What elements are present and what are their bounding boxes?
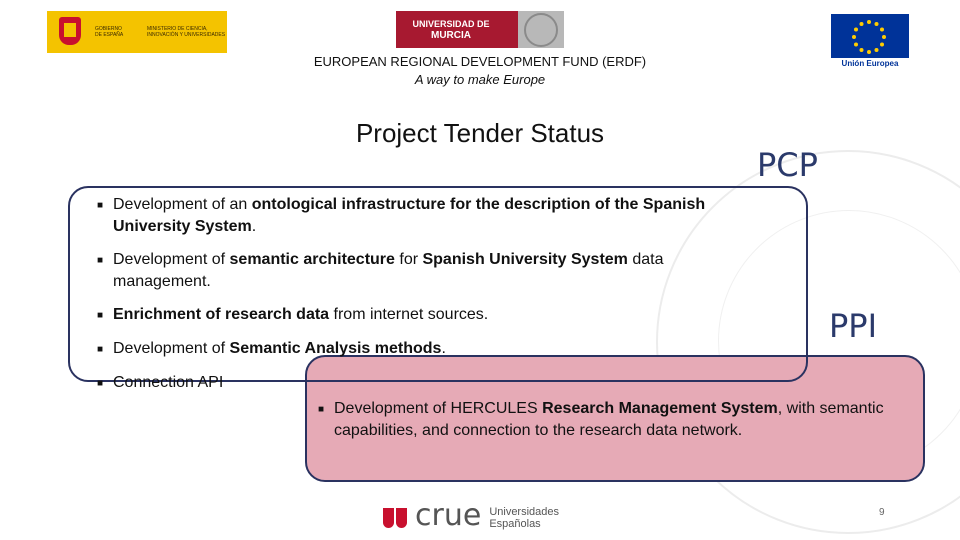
crue-logo: crue Universidades Españolas: [383, 502, 559, 533]
ppi-label: PPI: [829, 307, 878, 345]
university-seal-icon: [518, 11, 564, 48]
pcp-label: PCP: [757, 146, 818, 184]
list-item: ■ Development of semantic architecture for Spanish University System data management.: [97, 249, 757, 293]
slide-title: Project Tender Status: [355, 118, 605, 148]
page-number: 9: [879, 507, 885, 518]
bullet-icon: ■: [318, 404, 325, 415]
eu-caption: Unión Europea: [841, 59, 899, 68]
crue-mark-icon: [383, 506, 409, 530]
bullet-icon: ■: [97, 344, 104, 355]
list-item: ■ Development of HERCULES Research Management System, with semantic capabilities, and connection to the research data network.: [318, 398, 898, 442]
eu-flag-logo: [831, 14, 909, 58]
list-item: ■ Development of an ontological infrastructure for the description of the Spanish University System.: [97, 194, 737, 238]
bullet-icon: ■: [97, 310, 104, 321]
list-item: ■ Enrichment of research data from internet sources.: [97, 304, 757, 327]
eu-stars-icon: [849, 17, 889, 57]
bullet-icon: ■: [97, 200, 104, 211]
coat-of-arms-icon: [51, 15, 91, 49]
gobierno-logo: GOBIERNO DE ESPAÑA MINISTERIO DE CIENCIA, INNOVACIÓN Y UNIVERSIDADES: [47, 11, 227, 53]
list-item: ■ Development of Semantic Analysis methods.: [97, 338, 757, 361]
bullet-icon: ■: [97, 378, 104, 389]
fund-title: EUROPEAN REGIONAL DEVELOPMENT FUND (ERDF): [313, 54, 647, 69]
fund-motto: A way to make Europe: [414, 72, 546, 87]
bullet-icon: ■: [97, 255, 104, 266]
university-logo: UNIVERSIDAD DE MURCIA: [396, 11, 564, 48]
list-item: ■ Connection API: [97, 372, 397, 395]
